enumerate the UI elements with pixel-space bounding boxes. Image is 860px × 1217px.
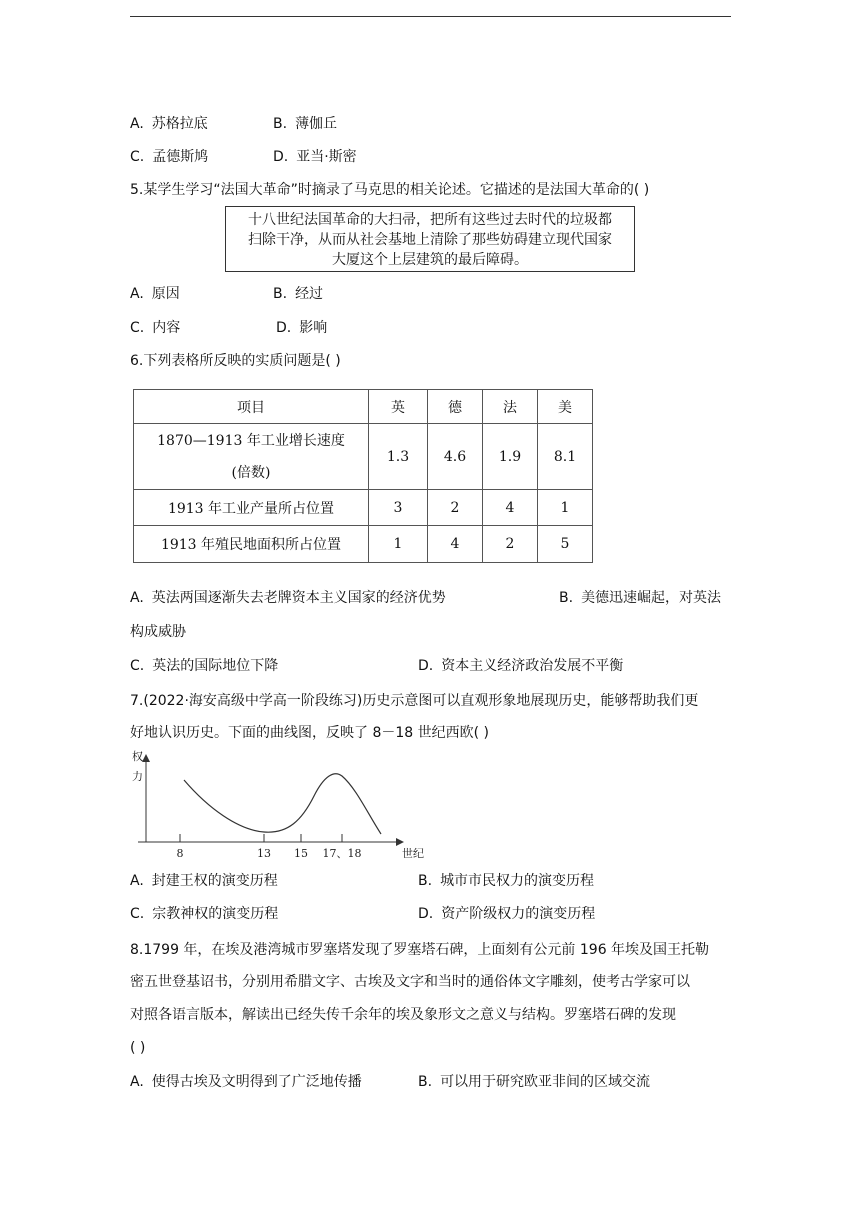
table-cell: 1.3 bbox=[369, 424, 428, 490]
table-header: 德 bbox=[428, 390, 483, 424]
option-letter: A. bbox=[130, 286, 144, 302]
option-letter: B. bbox=[273, 286, 288, 302]
option-text: 薄伽丘 bbox=[295, 116, 338, 132]
q7-option-c[interactable] bbox=[130, 904, 278, 924]
q4-option-a[interactable] bbox=[130, 114, 208, 134]
option-letter: D. bbox=[418, 658, 434, 674]
option-text: 资本主义经济政治发展不平衡 bbox=[441, 658, 624, 674]
table-cell: 1.9 bbox=[483, 424, 538, 490]
table-row bbox=[134, 424, 593, 490]
header-rule bbox=[130, 16, 731, 17]
option-text: 经过 bbox=[295, 286, 324, 302]
table-cell: 1 bbox=[538, 490, 593, 526]
option-text: 可以用于研究欧亚非间的区域交流 bbox=[440, 1074, 651, 1090]
option-letter: A. bbox=[130, 590, 144, 606]
option-letter: C. bbox=[130, 320, 145, 336]
q6-option-a[interactable] bbox=[130, 588, 446, 608]
table-cell-label: 1913 年工业产量所占位置 bbox=[134, 490, 369, 526]
table-header: 英 bbox=[369, 390, 428, 424]
q4-option-b[interactable] bbox=[273, 114, 337, 134]
table-cell-label bbox=[134, 424, 369, 490]
option-text: 原因 bbox=[151, 286, 180, 302]
option-text: 苏格拉底 bbox=[151, 116, 208, 132]
quote-line: 扫除干净，从而从社会基地上清除了那些妨碍建立现代国家 bbox=[248, 232, 612, 248]
table-cell: 4.6 bbox=[428, 424, 483, 490]
option-letter: D. bbox=[418, 906, 434, 922]
q5-option-a[interactable] bbox=[130, 284, 180, 304]
table-cell: 8.1 bbox=[538, 424, 593, 490]
option-letter: B. bbox=[559, 590, 574, 606]
option-text: 孟德斯鸠 bbox=[152, 149, 209, 165]
option-letter: B. bbox=[273, 116, 288, 132]
q7-stem-line2: 好地认识历史。下面的曲线图，反映了 8－18 世纪西欧( ) bbox=[130, 725, 489, 741]
x-ticks bbox=[177, 834, 362, 860]
q8-option-a[interactable] bbox=[130, 1072, 362, 1092]
option-text: 亚当·斯密 bbox=[296, 149, 357, 165]
x-tick-label: 13 bbox=[257, 847, 271, 860]
option-letter: B. bbox=[418, 873, 433, 889]
x-axis-label: 世纪 bbox=[402, 847, 424, 860]
table-row bbox=[134, 490, 593, 526]
table-cell: 3 bbox=[369, 490, 428, 526]
y-axis-label-1: 权 bbox=[132, 750, 143, 763]
table-row bbox=[134, 526, 593, 563]
q6-table bbox=[133, 389, 593, 563]
q5-stem: 5.某学生学习“法国大革命”时摘录了马克思的相关论述。它描述的是法国大革命的( ) bbox=[130, 182, 650, 198]
option-text: 宗教神权的演变历程 bbox=[152, 906, 279, 922]
option-letter: A. bbox=[130, 116, 144, 132]
table-cell: 2 bbox=[428, 490, 483, 526]
table-cell: 2 bbox=[483, 526, 538, 563]
q8-option-b[interactable] bbox=[418, 1072, 650, 1092]
x-tick-label: 15 bbox=[294, 847, 308, 860]
option-letter: D. bbox=[273, 149, 289, 165]
option-letter: A. bbox=[130, 873, 144, 889]
option-letter: A. bbox=[130, 1074, 144, 1090]
quote-line: 大厦这个上层建筑的最后障碍。 bbox=[332, 252, 528, 268]
option-letter: B. bbox=[418, 1074, 433, 1090]
q6-stem: 6.下列表格所反映的实质问题是( ) bbox=[130, 353, 341, 369]
option-text: 使得古埃及文明得到了广泛地传播 bbox=[151, 1074, 362, 1090]
q7-option-a[interactable] bbox=[130, 871, 278, 891]
q8-stem-line: 对照各语言版本，解读出已经失传千余年的埃及象形文之意义与结构。罗塞塔石碑的发现 bbox=[130, 1007, 676, 1023]
table-header: 项目 bbox=[134, 390, 369, 424]
option-letter: D. bbox=[276, 320, 292, 336]
option-text: 影响 bbox=[299, 320, 328, 336]
label-line: (倍数) bbox=[231, 464, 271, 481]
q5-option-d[interactable] bbox=[276, 318, 327, 338]
table-cell: 1 bbox=[369, 526, 428, 563]
q8-stem-line: 8.1799 年，在埃及港湾城市罗塞塔发现了罗塞塔石碑，上面刻有公元前 196 年埃及国王托勒 bbox=[130, 942, 710, 958]
q5-option-b[interactable] bbox=[273, 284, 323, 304]
q8-stem-line: 密五世登基诏书，分别用希腊文字、古埃及文字和当时的通俗体文字雕刻，使考古学家可以 bbox=[130, 974, 690, 990]
q5-option-c[interactable] bbox=[130, 318, 180, 338]
q6-option-c[interactable] bbox=[130, 656, 278, 676]
label-line: 1870—1913 年工业增长速度 bbox=[157, 432, 345, 449]
q8-stem-line: ( ) bbox=[130, 1040, 146, 1056]
q6-option-d[interactable] bbox=[418, 656, 623, 676]
table-cell-label: 1913 年殖民地面积所占位置 bbox=[134, 526, 369, 563]
q5-quote-box bbox=[225, 206, 635, 272]
x-tick-label: 17、18 bbox=[322, 847, 362, 860]
table-header: 美 bbox=[538, 390, 593, 424]
option-text: 英法的国际地位下降 bbox=[152, 658, 279, 674]
quote-line: 十八世纪法国革命的大扫帚，把所有这些过去时代的垃圾都 bbox=[248, 212, 612, 228]
table-cell: 4 bbox=[483, 490, 538, 526]
q6-option-b-continued: 构成威胁 bbox=[130, 624, 186, 640]
option-letter: C. bbox=[130, 906, 145, 922]
option-letter: C. bbox=[130, 658, 145, 674]
y-axis-label-2: 力 bbox=[132, 770, 143, 783]
option-text: 内容 bbox=[152, 320, 181, 336]
option-text: 资产阶级权力的演变历程 bbox=[441, 906, 596, 922]
q7-stem-line1: 7.(2022·海安高级中学高一阶段练习)历史示意图可以直观形象地展现历史，能够帮助我们更 bbox=[130, 693, 699, 709]
option-text: 城市市民权力的演变历程 bbox=[440, 873, 595, 889]
q4-option-c[interactable] bbox=[130, 147, 208, 167]
table-cell: 5 bbox=[538, 526, 593, 563]
table-header: 法 bbox=[483, 390, 538, 424]
option-text: 英法两国逐渐失去老牌资本主义国家的经济优势 bbox=[151, 590, 446, 606]
q7-option-d[interactable] bbox=[418, 904, 595, 924]
option-text: 美德迅速崛起，对英法 bbox=[581, 590, 722, 606]
q7-curve-chart bbox=[128, 746, 438, 866]
option-letter: C. bbox=[130, 149, 145, 165]
option-text: 封建王权的演变历程 bbox=[151, 873, 278, 889]
table-cell: 4 bbox=[428, 526, 483, 563]
q4-option-d[interactable] bbox=[273, 147, 357, 167]
x-tick-label: 8 bbox=[176, 847, 184, 860]
q6-option-b[interactable] bbox=[559, 588, 721, 608]
q7-option-b[interactable] bbox=[418, 871, 594, 891]
power-curve bbox=[184, 774, 381, 834]
